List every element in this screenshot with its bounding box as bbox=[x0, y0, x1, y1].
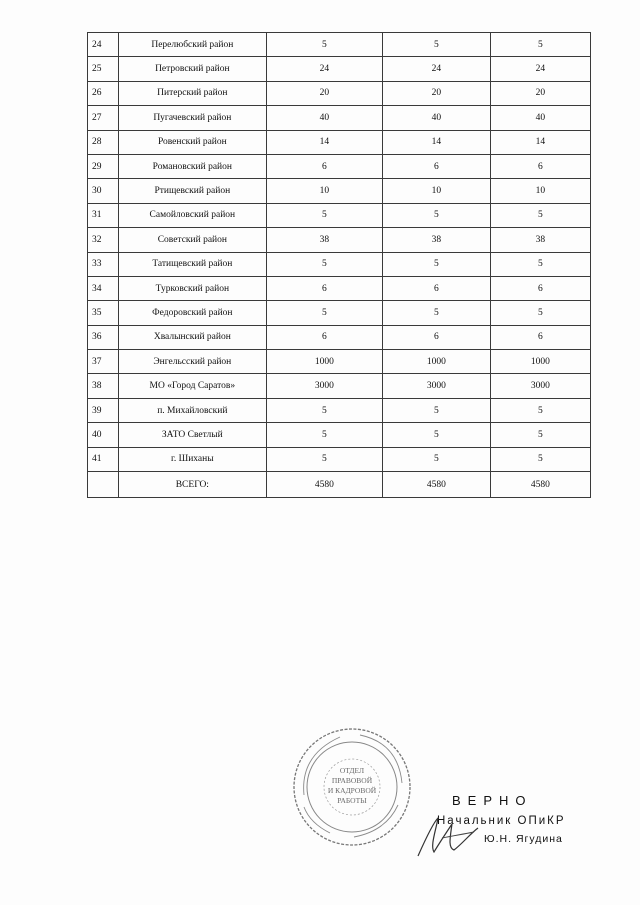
row-number: 41 bbox=[88, 447, 119, 471]
value-col-2: 5 bbox=[382, 423, 490, 447]
row-number: 32 bbox=[88, 228, 119, 252]
value-col-1: 38 bbox=[266, 228, 382, 252]
district-name: п. Михайловский bbox=[118, 398, 266, 422]
value-col-3: 5 bbox=[490, 301, 590, 325]
total-num-cell bbox=[88, 472, 119, 498]
value-col-1: 5 bbox=[266, 252, 382, 276]
certification-verno: ВЕРНО bbox=[452, 793, 533, 808]
value-col-3: 3000 bbox=[490, 374, 590, 398]
table-row bbox=[88, 350, 591, 374]
row-number: 37 bbox=[88, 350, 119, 374]
value-col-1: 24 bbox=[266, 57, 382, 81]
official-stamp bbox=[290, 725, 415, 850]
value-col-1: 14 bbox=[266, 130, 382, 154]
total-row bbox=[88, 472, 591, 498]
district-name: Ртищевский район bbox=[118, 179, 266, 203]
value-col-1: 5 bbox=[266, 203, 382, 227]
district-name: Пугачевский район bbox=[118, 106, 266, 130]
table-row bbox=[88, 57, 591, 81]
row-number: 30 bbox=[88, 179, 119, 203]
district-name: Ровенский район bbox=[118, 130, 266, 154]
district-name: Турковский район bbox=[118, 276, 266, 300]
row-number: 40 bbox=[88, 423, 119, 447]
value-col-3: 14 bbox=[490, 130, 590, 154]
value-col-1: 6 bbox=[266, 325, 382, 349]
value-col-1: 5 bbox=[266, 447, 382, 471]
stamp-line-2: ПРАВОВОЙ bbox=[331, 776, 373, 785]
row-number: 34 bbox=[88, 276, 119, 300]
row-number: 33 bbox=[88, 252, 119, 276]
value-col-3: 6 bbox=[490, 154, 590, 178]
value-col-2: 5 bbox=[382, 398, 490, 422]
total-value-3: 4580 bbox=[490, 472, 590, 498]
table-row bbox=[88, 81, 591, 105]
total-value-1: 4580 bbox=[266, 472, 382, 498]
value-col-1: 5 bbox=[266, 301, 382, 325]
row-number: 39 bbox=[88, 398, 119, 422]
value-col-3: 5 bbox=[490, 252, 590, 276]
district-name: Петровский район bbox=[118, 57, 266, 81]
table-row bbox=[88, 228, 591, 252]
district-name: Энгельсский район bbox=[118, 350, 266, 374]
table-row bbox=[88, 301, 591, 325]
value-col-1: 5 bbox=[266, 33, 382, 57]
value-col-2: 6 bbox=[382, 325, 490, 349]
stamp-line-4: РАБОТЫ bbox=[337, 796, 367, 805]
district-name: Питерский район bbox=[118, 81, 266, 105]
table-row bbox=[88, 325, 591, 349]
value-col-1: 20 bbox=[266, 81, 382, 105]
value-col-2: 5 bbox=[382, 301, 490, 325]
stamp-line-3: И КАДРОВОЙ bbox=[327, 786, 377, 795]
stamp-line-1: ОТДЕЛ bbox=[339, 766, 365, 775]
handwritten-signature bbox=[412, 808, 502, 863]
value-col-2: 3000 bbox=[382, 374, 490, 398]
district-name: г. Шиханы bbox=[118, 447, 266, 471]
table-row bbox=[88, 447, 591, 471]
table-row bbox=[88, 398, 591, 422]
table-row bbox=[88, 252, 591, 276]
value-col-1: 10 bbox=[266, 179, 382, 203]
table-row bbox=[88, 179, 591, 203]
total-value-2: 4580 bbox=[382, 472, 490, 498]
row-number: 38 bbox=[88, 374, 119, 398]
value-col-3: 5 bbox=[490, 203, 590, 227]
value-col-1: 5 bbox=[266, 423, 382, 447]
value-col-1: 40 bbox=[266, 106, 382, 130]
value-col-2: 1000 bbox=[382, 350, 490, 374]
district-name: Самойловский район bbox=[118, 203, 266, 227]
value-col-1: 6 bbox=[266, 276, 382, 300]
value-col-3: 40 bbox=[490, 106, 590, 130]
value-col-2: 38 bbox=[382, 228, 490, 252]
value-col-3: 10 bbox=[490, 179, 590, 203]
value-col-1: 5 bbox=[266, 398, 382, 422]
value-col-3: 5 bbox=[490, 423, 590, 447]
value-col-2: 5 bbox=[382, 33, 490, 57]
value-col-2: 10 bbox=[382, 179, 490, 203]
district-name: Перелюбский район bbox=[118, 33, 266, 57]
district-name: Хвалынский район bbox=[118, 325, 266, 349]
total-label: ВСЕГО: bbox=[118, 472, 266, 498]
value-col-3: 1000 bbox=[490, 350, 590, 374]
value-col-2: 5 bbox=[382, 447, 490, 471]
value-col-3: 5 bbox=[490, 398, 590, 422]
value-col-3: 24 bbox=[490, 57, 590, 81]
row-number: 36 bbox=[88, 325, 119, 349]
value-col-1: 1000 bbox=[266, 350, 382, 374]
value-col-2: 5 bbox=[382, 203, 490, 227]
row-number: 35 bbox=[88, 301, 119, 325]
value-col-1: 3000 bbox=[266, 374, 382, 398]
district-name: Федоровский район bbox=[118, 301, 266, 325]
value-col-3: 38 bbox=[490, 228, 590, 252]
value-col-3: 5 bbox=[490, 447, 590, 471]
value-col-2: 14 bbox=[382, 130, 490, 154]
table-row bbox=[88, 154, 591, 178]
value-col-2: 6 bbox=[382, 154, 490, 178]
value-col-3: 6 bbox=[490, 276, 590, 300]
value-col-3: 20 bbox=[490, 81, 590, 105]
value-col-3: 6 bbox=[490, 325, 590, 349]
certification-chief: Начальник ОПиКР bbox=[437, 815, 566, 827]
district-name: ЗАТО Светлый bbox=[118, 423, 266, 447]
districts-table-body bbox=[88, 33, 591, 472]
row-number: 29 bbox=[88, 154, 119, 178]
certification-fio: Ю.Н. Ягудина bbox=[484, 833, 563, 845]
district-name: Татищевский район bbox=[118, 252, 266, 276]
value-col-2: 20 bbox=[382, 81, 490, 105]
value-col-1: 6 bbox=[266, 154, 382, 178]
row-number: 24 bbox=[88, 33, 119, 57]
table-row bbox=[88, 423, 591, 447]
value-col-2: 6 bbox=[382, 276, 490, 300]
value-col-2: 24 bbox=[382, 57, 490, 81]
table-row bbox=[88, 33, 591, 57]
row-number: 31 bbox=[88, 203, 119, 227]
district-name: Советский район bbox=[118, 228, 266, 252]
row-number: 28 bbox=[88, 130, 119, 154]
table-row bbox=[88, 130, 591, 154]
value-col-3: 5 bbox=[490, 33, 590, 57]
table-row bbox=[88, 106, 591, 130]
district-name: Романовский район bbox=[118, 154, 266, 178]
row-number: 25 bbox=[88, 57, 119, 81]
table-row bbox=[88, 276, 591, 300]
row-number: 27 bbox=[88, 106, 119, 130]
table-row bbox=[88, 374, 591, 398]
row-number: 26 bbox=[88, 81, 119, 105]
district-name: МО «Город Саратов» bbox=[118, 374, 266, 398]
table-row bbox=[88, 203, 591, 227]
value-col-2: 5 bbox=[382, 252, 490, 276]
value-col-2: 40 bbox=[382, 106, 490, 130]
districts-table bbox=[87, 32, 591, 498]
